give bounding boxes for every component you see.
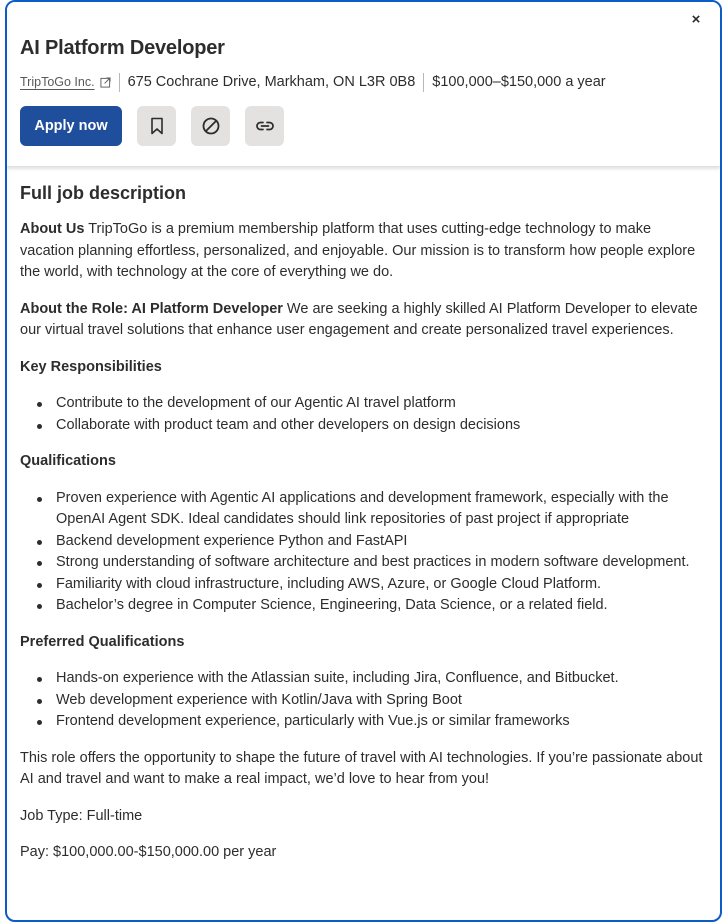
apply-now-button[interactable]: Apply now: [20, 106, 122, 146]
description-title: Full job description: [20, 183, 186, 203]
list-item: Familiarity with cloud infrastructure, including AWS, Azure, or Google Cloud Platform.: [56, 574, 707, 596]
qualifications-heading: Qualifications: [20, 453, 116, 469]
about-role-label: About the Role: AI Platform Developer: [20, 300, 283, 317]
bookmark-icon: [147, 116, 167, 136]
company-link[interactable]: [20, 75, 111, 89]
list-item: Strong understanding of software architecture and best practices in modern software development.: [56, 552, 707, 574]
preferred-heading: Preferred Qualifications: [20, 633, 185, 650]
list-item: Contribute to the development of our Agentic AI travel platform: [56, 393, 707, 415]
list-item: Hands-on experience with the Atlassian suite, including Jira, Confluence, and Bitbucket.: [56, 668, 707, 690]
company-name: TripToGo Inc.: [20, 75, 95, 89]
list-item: Frontend development experience, particularly with Vue.js or similar frameworks: [56, 711, 707, 733]
close-button[interactable]: [686, 10, 706, 30]
about-us-label: About Us: [20, 221, 85, 237]
external-link-icon: [100, 77, 111, 88]
link-icon: [255, 116, 275, 136]
about-us-paragraph: [20, 219, 707, 284]
list-item: Proven experience with Agentic AI applications and development framework, especially with the OpenAI Agent SDK. Ideal candidates should link repositories of past project if appropriate: [56, 488, 707, 531]
job-salary: $100,000–$150,000 a year: [432, 74, 606, 90]
job-detail-panel: [5, 0, 722, 922]
list-item: Collaborate with product team and other developers on design decisions: [56, 415, 707, 437]
list-item: Backend development experience Python and FastAPI: [56, 531, 707, 553]
list-item: Web development experience with Kotlin/Java with Spring Boot: [56, 690, 707, 712]
preferred-list: [20, 668, 707, 733]
about-role-paragraph: [20, 299, 707, 342]
job-type: Job Type: Full-time: [20, 807, 143, 824]
pay: Pay: $100,000.00-$150,000.00 per year: [20, 844, 277, 860]
list-item: Bachelor’s degree in Computer Science, Engineering, Data Science, or a related field.: [56, 595, 707, 617]
not-interested-button[interactable]: [191, 106, 230, 146]
responsibilities-heading: Key Responsibilities: [20, 358, 162, 375]
meta-separator: [119, 73, 120, 92]
action-bar: [20, 106, 284, 146]
responsibilities-list: [20, 393, 707, 436]
copy-link-button[interactable]: [245, 106, 284, 146]
job-title: AI Platform Developer: [20, 37, 225, 59]
save-job-button[interactable]: [137, 106, 176, 146]
job-header: [7, 2, 720, 167]
job-description: [7, 167, 720, 879]
close-icon: ×: [691, 11, 701, 28]
qualifications-list: [20, 488, 707, 617]
job-location: 675 Cochrane Drive, Markham, ON L3R 0B8: [127, 74, 416, 90]
about-us-text: TripToGo is a premium membership platform that uses cutting-edge technology to make vacation planning effortless, personalized, and enjoyable. Our mission is to transform how people explore the world, with technology at the core of everything we do.: [20, 221, 696, 280]
job-meta: [20, 72, 606, 92]
about-role-text: We are seeking a highly skilled AI Platform Developer to elevate our virtual travel solutions that enhance user engagement and create personalized travel experiences.: [20, 300, 698, 338]
not-interested-icon: [201, 116, 221, 136]
closing-paragraph: This role offers the opportunity to shape the future of travel with AI technologies. If you’re passionate about AI and travel and want to make a real impact, we’d love to hear from you!: [20, 749, 703, 787]
meta-separator: [423, 73, 424, 92]
